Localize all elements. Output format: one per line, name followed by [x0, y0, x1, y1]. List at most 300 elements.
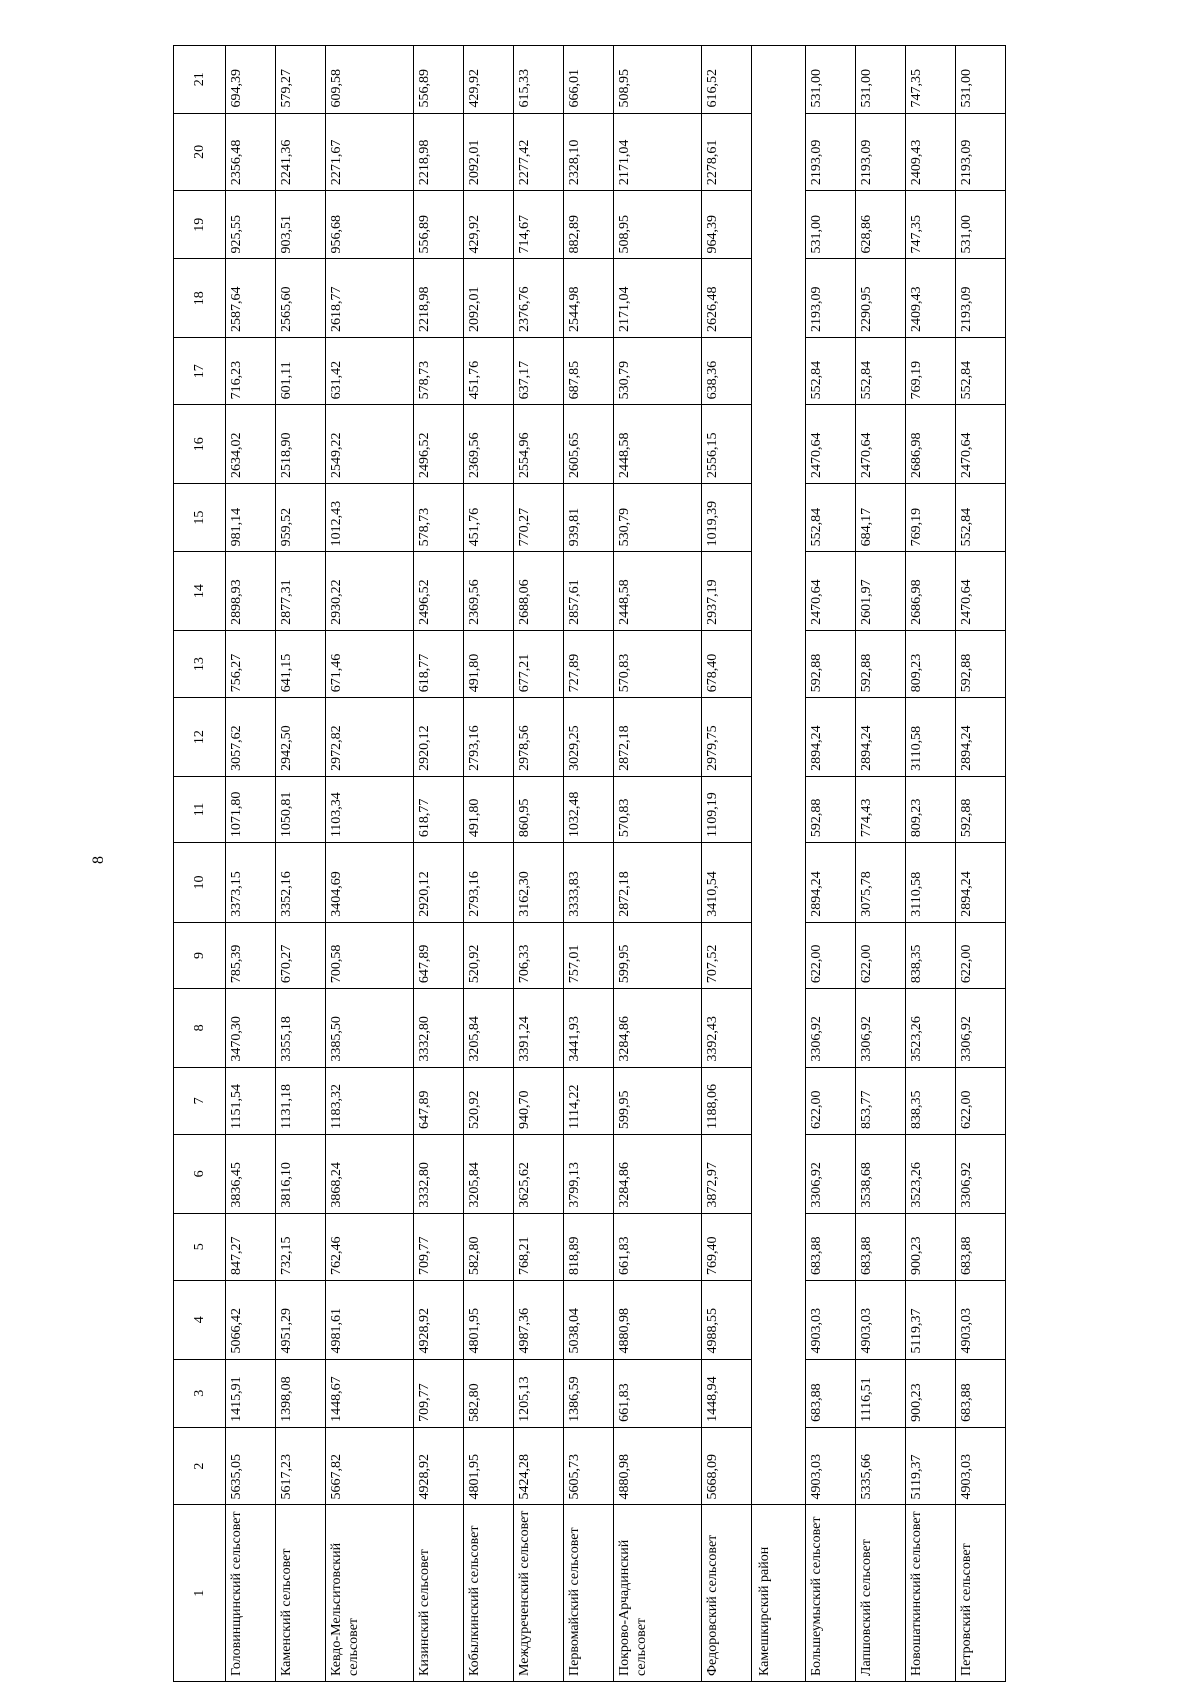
- table-cell: 714,67: [513, 191, 563, 259]
- table-cell: 582,80: [464, 1213, 514, 1280]
- table-row: [856, 46, 906, 1682]
- table-cell: 508,95: [613, 46, 701, 114]
- table-cell: 2857,61: [563, 552, 613, 631]
- table-cell: 631,42: [325, 338, 413, 405]
- table-cell: 1151,54: [226, 1067, 276, 1134]
- table-cell: 1114,22: [563, 1067, 613, 1134]
- table-cell: 3625,62: [513, 1135, 563, 1214]
- table-cell: 838,35: [906, 1067, 956, 1134]
- table-cell: 520,92: [464, 922, 514, 988]
- table-cell: 4903,03: [806, 1280, 856, 1359]
- table-cell: 3306,92: [956, 989, 1006, 1068]
- table-cell: 531,00: [956, 46, 1006, 114]
- table-cell: 530,79: [613, 483, 701, 551]
- column-header: 14: [174, 552, 226, 631]
- table-cell: 622,00: [806, 922, 856, 988]
- table-cell: 530,79: [613, 338, 701, 405]
- row-label: Новошаткинский сельсовет: [906, 1505, 956, 1682]
- table-cell: 2894,24: [806, 698, 856, 777]
- table-cell: 4903,03: [956, 1280, 1006, 1359]
- table-cell: 3352,16: [275, 843, 325, 923]
- table-cell: 770,27: [513, 483, 563, 551]
- table-cell: 4880,98: [613, 1427, 701, 1505]
- table-cell: 622,00: [956, 922, 1006, 988]
- column-header: 9: [174, 922, 226, 988]
- table-cell: 694,39: [226, 46, 276, 114]
- table-cell: 3057,62: [226, 698, 276, 777]
- table-cell: 5635,05: [226, 1427, 276, 1505]
- table-cell: 709,77: [414, 1213, 464, 1280]
- table-cell: 956,68: [325, 191, 413, 259]
- table-cell: 1398,08: [275, 1359, 325, 1427]
- table-cell: 3816,10: [275, 1135, 325, 1214]
- table-cell: 2618,77: [325, 259, 413, 338]
- table-cell: 451,76: [464, 483, 514, 551]
- table-cell: 2496,52: [414, 552, 464, 631]
- table-cell: 1116,51: [856, 1359, 906, 1427]
- table-cell: 4987,36: [513, 1280, 563, 1359]
- row-label: Петровский сельсовет: [956, 1505, 1006, 1682]
- table-cell: 2092,01: [464, 259, 514, 338]
- table-cell: 882,89: [563, 191, 613, 259]
- table-cell: 491,80: [464, 776, 514, 842]
- table-cell: 641,15: [275, 630, 325, 697]
- table-cell: 3355,18: [275, 989, 325, 1068]
- table-cell: 5668,09: [702, 1427, 752, 1505]
- table-cell: 2554,96: [513, 405, 563, 484]
- table-cell: 3162,30: [513, 843, 563, 923]
- table-cell: 732,15: [275, 1213, 325, 1280]
- table-cell: 3284,86: [613, 989, 701, 1068]
- table-cell: 1448,94: [702, 1359, 752, 1427]
- table-cell: 491,80: [464, 630, 514, 697]
- table-cell: 2634,02: [226, 405, 276, 484]
- table-row: [464, 46, 514, 1682]
- table-cell: 3333,83: [563, 843, 613, 923]
- table-cell: 4880,98: [613, 1280, 701, 1359]
- table-cell: 3836,45: [226, 1135, 276, 1214]
- table-cell: 520,92: [464, 1067, 514, 1134]
- table-cell: 671,46: [325, 630, 413, 697]
- column-header: 4: [174, 1280, 226, 1359]
- table-cell: 683,88: [856, 1213, 906, 1280]
- table-cell: 2218,98: [414, 113, 464, 191]
- table-cell: 552,84: [956, 338, 1006, 405]
- table-row: [563, 46, 613, 1682]
- table-cell: 3523,26: [906, 1135, 956, 1214]
- table-cell: 622,00: [806, 1067, 856, 1134]
- table-cell: 592,88: [956, 776, 1006, 842]
- table-cell: 677,21: [513, 630, 563, 697]
- column-header: 5: [174, 1213, 226, 1280]
- header-row: [174, 46, 226, 1682]
- table-cell: 2470,64: [856, 405, 906, 484]
- table-cell: 599,95: [613, 922, 701, 988]
- column-header: 12: [174, 698, 226, 777]
- table-cell: 3306,92: [806, 989, 856, 1068]
- table-cell: 747,35: [906, 191, 956, 259]
- table-cell: 2549,22: [325, 405, 413, 484]
- table-cell: 570,83: [613, 776, 701, 842]
- table-cell: 552,84: [856, 338, 906, 405]
- table-cell: 616,52: [702, 46, 752, 114]
- table-cell: 774,43: [856, 776, 906, 842]
- table-cell: 678,40: [702, 630, 752, 697]
- table-cell: 2193,09: [856, 113, 906, 191]
- table-cell: 2518,90: [275, 405, 325, 484]
- table-cell: 940,70: [513, 1067, 563, 1134]
- table-cell: 706,33: [513, 922, 563, 988]
- table-cell: 2470,64: [956, 552, 1006, 631]
- table-row: [956, 46, 1006, 1682]
- row-label: Кизинский сельсовет: [414, 1505, 464, 1682]
- table-cell: 1188,06: [702, 1067, 752, 1134]
- table-cell: 5667,82: [325, 1427, 413, 1505]
- table-cell: 599,95: [613, 1067, 701, 1134]
- table-cell: 618,77: [414, 776, 464, 842]
- table-cell: 508,95: [613, 191, 701, 259]
- table-cell: 2369,56: [464, 552, 514, 631]
- table-cell: 2920,12: [414, 843, 464, 923]
- table-cell: 2544,98: [563, 259, 613, 338]
- column-header: 11: [174, 776, 226, 842]
- table-row: [414, 46, 464, 1682]
- table-cell: 3284,86: [613, 1135, 701, 1214]
- table-cell: 2898,93: [226, 552, 276, 631]
- table-cell: 429,92: [464, 46, 514, 114]
- table-cell: 2409,43: [906, 113, 956, 191]
- table-cell: 552,84: [956, 483, 1006, 551]
- table-cell: 5119,37: [906, 1427, 956, 1505]
- table-cell: 578,73: [414, 483, 464, 551]
- table-row: [806, 46, 856, 1682]
- table-cell: 700,58: [325, 922, 413, 988]
- table-cell: 451,76: [464, 338, 514, 405]
- table-cell: 601,11: [275, 338, 325, 405]
- table-cell: 1050,81: [275, 776, 325, 842]
- table-cell: 959,52: [275, 483, 325, 551]
- column-header: 6: [174, 1135, 226, 1214]
- table-cell: 1019,39: [702, 483, 752, 551]
- table-cell: 622,00: [956, 1067, 1006, 1134]
- table-cell: 3410,54: [702, 843, 752, 923]
- table-cell: 5066,42: [226, 1280, 276, 1359]
- table-cell: 3205,84: [464, 989, 514, 1068]
- column-header: 15: [174, 483, 226, 551]
- table-cell: 2793,16: [464, 698, 514, 777]
- table-cell: 769,19: [906, 338, 956, 405]
- table-cell: 2271,67: [325, 113, 413, 191]
- table-cell: 2369,56: [464, 405, 514, 484]
- table-cell: 818,89: [563, 1213, 613, 1280]
- table-cell: 2277,42: [513, 113, 563, 191]
- table-row: [513, 46, 563, 1682]
- row-label: Покрово-Арчадинский сельсовет: [613, 1505, 701, 1682]
- table-cell: 900,23: [906, 1213, 956, 1280]
- table-cell: 762,46: [325, 1213, 413, 1280]
- table-cell: 707,52: [702, 922, 752, 988]
- section-title: Камешкирский район: [751, 1505, 805, 1682]
- table-cell: 853,77: [856, 1067, 906, 1134]
- table-cell: 578,73: [414, 338, 464, 405]
- table-cell: 3075,78: [856, 843, 906, 923]
- table-cell: 2328,10: [563, 113, 613, 191]
- table-cell: 860,95: [513, 776, 563, 842]
- table-cell: 4903,03: [956, 1427, 1006, 1505]
- page-number: 8: [90, 856, 107, 864]
- table-cell: 2587,64: [226, 259, 276, 338]
- table-cell: 4988,55: [702, 1280, 752, 1359]
- table-cell: 2979,75: [702, 698, 752, 777]
- table-cell: 2930,22: [325, 552, 413, 631]
- table-cell: 647,89: [414, 922, 464, 988]
- table-cell: 4801,95: [464, 1427, 514, 1505]
- table-cell: 2894,24: [956, 698, 1006, 777]
- table-cell: 1386,59: [563, 1359, 613, 1427]
- table-cell: 622,00: [856, 922, 906, 988]
- table-cell: 3523,26: [906, 989, 956, 1068]
- table-cell: 2556,15: [702, 405, 752, 484]
- table-cell: 5424,28: [513, 1427, 563, 1505]
- column-header: 16: [174, 405, 226, 484]
- table-cell: 683,88: [956, 1213, 1006, 1280]
- table-cell: 2942,50: [275, 698, 325, 777]
- table-cell: 1183,32: [325, 1067, 413, 1134]
- row-label: Большеумыский сельсовет: [806, 1505, 856, 1682]
- table-cell: 3205,84: [464, 1135, 514, 1214]
- table-cell: 2193,09: [806, 113, 856, 191]
- table-cell: 5335,66: [856, 1427, 906, 1505]
- table-cell: 2193,09: [956, 113, 1006, 191]
- table-cell: 2448,58: [613, 405, 701, 484]
- table-cell: 2793,16: [464, 843, 514, 923]
- table-cell: 2686,98: [906, 405, 956, 484]
- row-label: Кобылкинский сельсовет: [464, 1505, 514, 1682]
- table-row: [906, 46, 956, 1682]
- table-cell: 3868,24: [325, 1135, 413, 1214]
- table-cell: 2605,65: [563, 405, 613, 484]
- column-header: 8: [174, 989, 226, 1068]
- data-table: [173, 45, 1006, 1682]
- table-cell: 769,19: [906, 483, 956, 551]
- table-cell: 903,51: [275, 191, 325, 259]
- table-cell: 2470,64: [806, 405, 856, 484]
- table-cell: 2877,31: [275, 552, 325, 631]
- table-cell: 3470,30: [226, 989, 276, 1068]
- table-cell: 1205,13: [513, 1359, 563, 1427]
- table-cell: 964,39: [702, 191, 752, 259]
- table-cell: 4801,95: [464, 1280, 514, 1359]
- row-label: Лапшовский сельсовет: [856, 1505, 906, 1682]
- table-cell: 683,88: [806, 1213, 856, 1280]
- column-header: 1: [174, 1505, 226, 1682]
- table-cell: 3538,68: [856, 1135, 906, 1214]
- table-cell: 531,00: [806, 46, 856, 114]
- table-cell: 2171,04: [613, 259, 701, 338]
- table-cell: 3332,80: [414, 1135, 464, 1214]
- table-cell: 4903,03: [856, 1280, 906, 1359]
- table-cell: 1415,91: [226, 1359, 276, 1427]
- table-cell: 3332,80: [414, 989, 464, 1068]
- table-cell: 531,00: [956, 191, 1006, 259]
- table-cell: 1032,48: [563, 776, 613, 842]
- table-cell: 3029,25: [563, 698, 613, 777]
- table-cell: 2278,61: [702, 113, 752, 191]
- table-cell: 3373,15: [226, 843, 276, 923]
- table-cell: 4928,92: [414, 1280, 464, 1359]
- column-header: 10: [174, 843, 226, 923]
- table-cell: 5617,23: [275, 1427, 325, 1505]
- table-cell: 2171,04: [613, 113, 701, 191]
- table-cell: 2496,52: [414, 405, 464, 484]
- table-cell: 2193,09: [806, 259, 856, 338]
- table-cell: 785,39: [226, 922, 276, 988]
- table-cell: 2686,98: [906, 552, 956, 631]
- table-row: [325, 46, 413, 1682]
- table-cell: 709,77: [414, 1359, 464, 1427]
- table-cell: 5605,73: [563, 1427, 613, 1505]
- table-cell: 570,83: [613, 630, 701, 697]
- table-cell: 661,83: [613, 1213, 701, 1280]
- table-cell: 579,27: [275, 46, 325, 114]
- row-label: Головинщинский сельсовет: [226, 1505, 276, 1682]
- table-cell: 3441,93: [563, 989, 613, 1068]
- table-cell: 769,40: [702, 1213, 752, 1280]
- table-cell: 3306,92: [956, 1135, 1006, 1214]
- table-cell: 2872,18: [613, 698, 701, 777]
- table-cell: 592,88: [806, 776, 856, 842]
- table-row: [702, 46, 752, 1682]
- table-cell: 900,23: [906, 1359, 956, 1427]
- table-cell: 4928,92: [414, 1427, 464, 1505]
- table-cell: 638,36: [702, 338, 752, 405]
- table-cell: 2218,98: [414, 259, 464, 338]
- table-cell: 925,55: [226, 191, 276, 259]
- table-cell: 684,17: [856, 483, 906, 551]
- column-header: 21: [174, 46, 226, 114]
- column-header: 20: [174, 113, 226, 191]
- table-cell: 3799,13: [563, 1135, 613, 1214]
- table-cell: 727,89: [563, 630, 613, 697]
- rotated-table-container: [173, 45, 1006, 1682]
- table-row: [275, 46, 325, 1682]
- table-cell: 556,89: [414, 46, 464, 114]
- row-label: Каменский сельсовет: [275, 1505, 325, 1682]
- table-cell: 2356,48: [226, 113, 276, 191]
- table-cell: 1103,34: [325, 776, 413, 842]
- table-cell: 747,35: [906, 46, 956, 114]
- table-cell: 2872,18: [613, 843, 701, 923]
- table-cell: 2470,64: [956, 405, 1006, 484]
- table-cell: 4951,29: [275, 1280, 325, 1359]
- table-cell: 2894,24: [856, 698, 906, 777]
- table-cell: 531,00: [806, 191, 856, 259]
- column-header: 3: [174, 1359, 226, 1427]
- table-cell: 1109,19: [702, 776, 752, 842]
- table-cell: 3306,92: [856, 989, 906, 1068]
- row-label: Федоровский сельсовет: [702, 1505, 752, 1682]
- table-cell: 2241,36: [275, 113, 325, 191]
- table-cell: 552,84: [806, 338, 856, 405]
- table-cell: 3110,58: [906, 698, 956, 777]
- table-cell: 2601,97: [856, 552, 906, 631]
- table-cell: 582,80: [464, 1359, 514, 1427]
- table-row: [226, 46, 276, 1682]
- table-cell: 2409,43: [906, 259, 956, 338]
- table-cell: 939,81: [563, 483, 613, 551]
- table-cell: 4903,03: [806, 1427, 856, 1505]
- table-row: [613, 46, 701, 1682]
- table-cell: 2972,82: [325, 698, 413, 777]
- table-cell: 647,89: [414, 1067, 464, 1134]
- table-cell: 2470,64: [806, 552, 856, 631]
- table-cell: 661,83: [613, 1359, 701, 1427]
- column-header: 17: [174, 338, 226, 405]
- table-cell: 2290,95: [856, 259, 906, 338]
- column-header: 19: [174, 191, 226, 259]
- table-cell: 666,01: [563, 46, 613, 114]
- table-cell: 618,77: [414, 630, 464, 697]
- table-cell: 4981,61: [325, 1280, 413, 1359]
- table-cell: 3391,24: [513, 989, 563, 1068]
- table-cell: 531,00: [856, 46, 906, 114]
- table-cell: 768,21: [513, 1213, 563, 1280]
- table-cell: 2688,06: [513, 552, 563, 631]
- table-cell: 5119,37: [906, 1280, 956, 1359]
- table-cell: 3392,43: [702, 989, 752, 1068]
- table-cell: 3872,97: [702, 1135, 752, 1214]
- table-cell: 1012,43: [325, 483, 413, 551]
- table-cell: 2978,56: [513, 698, 563, 777]
- column-header: 13: [174, 630, 226, 697]
- table-cell: 838,35: [906, 922, 956, 988]
- table-cell: 552,84: [806, 483, 856, 551]
- table-cell: 3385,50: [325, 989, 413, 1068]
- section-fill: [751, 46, 805, 1505]
- table-cell: 637,17: [513, 338, 563, 405]
- table-cell: 1448,67: [325, 1359, 413, 1427]
- column-header: 7: [174, 1067, 226, 1134]
- table-cell: 556,89: [414, 191, 464, 259]
- table-cell: 2448,58: [613, 552, 701, 631]
- table-cell: 3110,58: [906, 843, 956, 923]
- table-cell: 609,58: [325, 46, 413, 114]
- table-cell: 429,92: [464, 191, 514, 259]
- table-cell: 2092,01: [464, 113, 514, 191]
- table-cell: 809,23: [906, 776, 956, 842]
- table-cell: 2626,48: [702, 259, 752, 338]
- table-cell: 2920,12: [414, 698, 464, 777]
- row-label: Кевдо-Мельситовский сельсовет: [325, 1505, 413, 1682]
- table-cell: 683,88: [956, 1359, 1006, 1427]
- table-cell: 2565,60: [275, 259, 325, 338]
- table-cell: 2894,24: [806, 843, 856, 923]
- table-cell: 592,88: [956, 630, 1006, 697]
- table-cell: 592,88: [806, 630, 856, 697]
- table-cell: 2193,09: [956, 259, 1006, 338]
- table-cell: 3404,69: [325, 843, 413, 923]
- column-header: 2: [174, 1427, 226, 1505]
- table-cell: 981,14: [226, 483, 276, 551]
- table-cell: 756,27: [226, 630, 276, 697]
- table-cell: 2894,24: [956, 843, 1006, 923]
- table-cell: 670,27: [275, 922, 325, 988]
- table-cell: 809,23: [906, 630, 956, 697]
- table-cell: 757,01: [563, 922, 613, 988]
- table-cell: 847,27: [226, 1213, 276, 1280]
- table-cell: 592,88: [856, 630, 906, 697]
- section-row: [751, 46, 805, 1682]
